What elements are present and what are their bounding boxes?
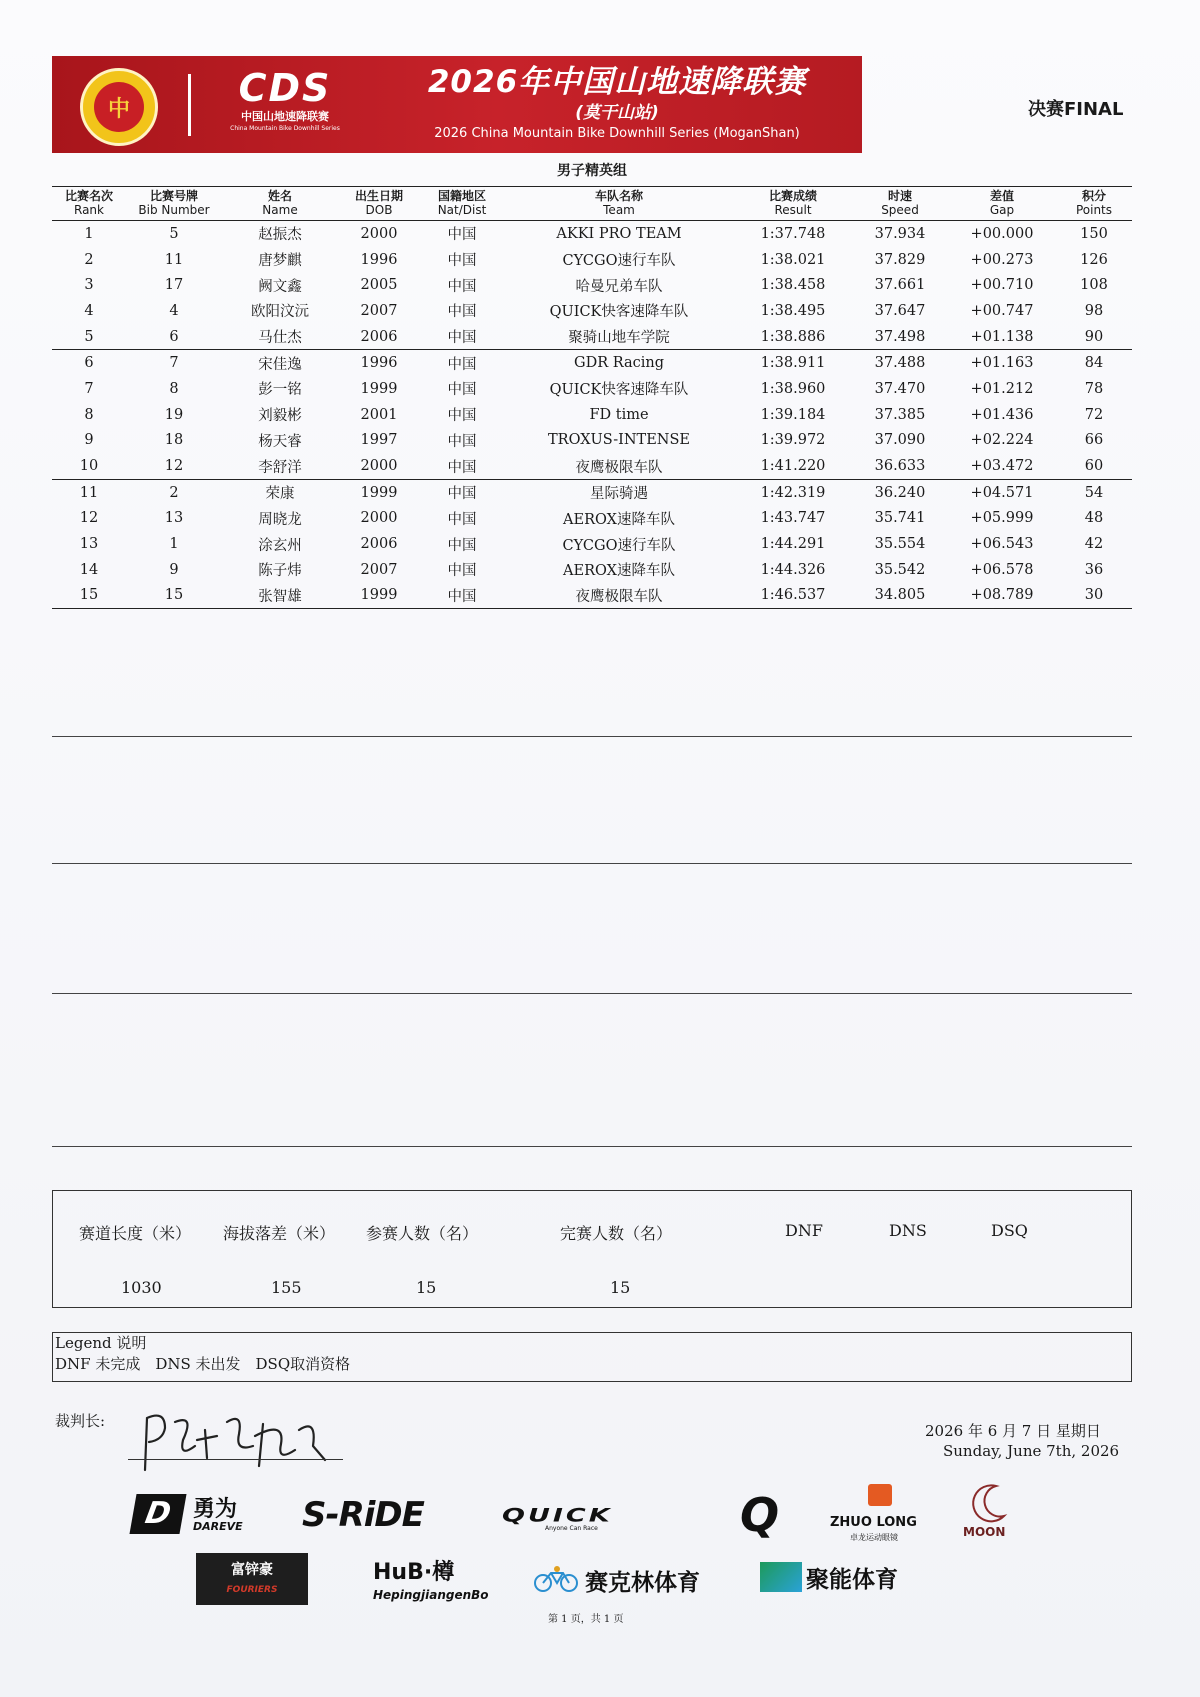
cell-name: 刘毅彬	[258, 408, 302, 425]
cell-nat: 中国	[447, 408, 477, 425]
table-row	[52, 506, 1132, 532]
dareve-logo-cn: 勇为	[193, 1497, 238, 1522]
juneng-logo-icon	[760, 1562, 802, 1592]
stage-label: 决赛FINAL	[1028, 99, 1124, 120]
cell-bib: 11	[164, 251, 184, 268]
cell-nat: 中国	[447, 459, 477, 476]
cell-dob: 1999	[338, 583, 420, 609]
q-logo-icon: Q	[740, 1488, 780, 1542]
cell-points: 150	[1080, 225, 1108, 242]
zhuolong-logo-icon	[868, 1484, 892, 1506]
cell-bib: 1	[169, 536, 179, 553]
cell-result: 1:42.319	[734, 479, 852, 505]
cell-speed: 34.805	[852, 583, 948, 609]
table-row	[52, 453, 1132, 479]
cell-rank: 11	[52, 479, 126, 505]
quick-tagline: Anyone Can Race	[545, 1525, 598, 1532]
blank-rule	[52, 1146, 1132, 1147]
cds-logo-en: China Mountain Bike Downhill Series	[230, 125, 340, 132]
cell-dob: 1999	[360, 380, 398, 397]
cell-rank: 14	[79, 561, 99, 578]
cell-dob: 1996	[360, 251, 398, 268]
cell-speed: 36.240	[852, 479, 948, 505]
cell-gap: +00.273	[970, 251, 1034, 268]
cell-team: AEROX速降车队	[563, 563, 675, 580]
table-row	[52, 479, 1132, 505]
cell-rank: 1	[84, 225, 94, 242]
cell-nat: 中国	[447, 563, 477, 580]
table-row	[52, 531, 1132, 557]
bicycle-icon	[533, 1565, 579, 1593]
stat-label-dnf: DNF	[785, 1221, 823, 1240]
cell-result: 1:38.911	[734, 350, 852, 376]
cell-bib: 17	[164, 277, 184, 294]
cell-dob: 2005	[360, 277, 398, 294]
zhuolong-logo-cn: 卓龙运动眼镜	[850, 1533, 898, 1542]
moon-logo-icon	[970, 1482, 1010, 1526]
cell-points: 78	[1084, 380, 1104, 397]
table-row	[52, 428, 1132, 454]
hub-logo: HuB·樽	[373, 1560, 455, 1585]
cell-gap: +00.710	[970, 277, 1034, 294]
cell-team: QUICK快客速降车队	[549, 382, 689, 399]
event-title-cn: 2026年中国山地速降联赛	[427, 64, 807, 100]
juneng-logo: 聚能体育	[806, 1567, 898, 1593]
signature-line	[128, 1459, 343, 1460]
cell-dob: 2006	[360, 328, 398, 345]
cell-points: 42	[1084, 536, 1104, 553]
cell-rank: 5	[84, 328, 94, 345]
cell-dob: 2000	[360, 225, 398, 242]
cell-rank: 10	[79, 458, 99, 475]
cell-speed: 35.542	[874, 561, 926, 578]
cell-gap: +04.571	[948, 479, 1056, 505]
zhuolong-logo-en: ZHUO LONG	[830, 1515, 917, 1530]
cell-nat: 中国	[447, 537, 477, 554]
cell-speed: 37.488	[852, 350, 948, 376]
dareve-logo-icon: D	[129, 1494, 186, 1534]
stat-label-dns: DNS	[889, 1221, 927, 1240]
cell-points: 36	[1084, 561, 1104, 578]
cell-gap: +08.789	[948, 583, 1056, 609]
cell-speed: 37.829	[874, 251, 926, 268]
cell-speed: 35.741	[874, 510, 926, 527]
blank-rule	[52, 863, 1132, 864]
cell-nat: 中国	[447, 330, 477, 347]
cell-name: 涂玄州	[258, 537, 302, 554]
cell-bib: 15	[126, 583, 222, 609]
results-table	[52, 186, 1132, 609]
cell-result: 1:39.972	[760, 432, 826, 449]
cell-team: 夜鹰极限车队	[575, 459, 663, 476]
cell-dob: 1999	[338, 479, 420, 505]
table-row	[52, 324, 1132, 350]
cell-name: 彭一铭	[258, 382, 302, 399]
stat-value-starters: 15	[416, 1278, 437, 1297]
cell-bib: 5	[169, 225, 179, 242]
cell-speed: 35.554	[874, 536, 926, 553]
table-row	[52, 298, 1132, 324]
cell-dob: 2000	[360, 510, 398, 527]
cell-name: 杨天睿	[258, 433, 302, 450]
cds-logo	[210, 66, 360, 146]
cell-rank: 2	[84, 251, 94, 268]
cell-team: 哈曼兄弟车队	[575, 278, 663, 295]
sride-logo: S-RiDE	[302, 1495, 424, 1535]
cell-points: 48	[1084, 510, 1104, 527]
col-header-points: 积分 Points	[1056, 187, 1132, 221]
cell-rank: 7	[84, 380, 94, 397]
table-row	[52, 350, 1132, 376]
stat-label-elevation: 海拔落差（米）	[223, 1224, 336, 1243]
cell-team: 星际骑遇	[504, 479, 734, 505]
cell-result: 1:38.458	[760, 277, 826, 294]
stat-value-length: 1030	[121, 1278, 162, 1297]
page-number: 第 1 页，共 1 页	[548, 1614, 624, 1625]
cell-result: 1:43.747	[760, 510, 826, 527]
hub-logo-en: HepingjiangenBo	[373, 1588, 489, 1602]
cell-rank: 6	[52, 350, 126, 376]
cell-team: CYCGO速行车队	[562, 253, 676, 270]
cell-gap: +06.543	[970, 536, 1034, 553]
cell-points: 30	[1056, 583, 1132, 609]
cell-speed: 37.090	[874, 432, 926, 449]
cell-gap: +06.578	[970, 561, 1034, 578]
cell-dob: 1996	[338, 350, 420, 376]
cell-dob: 1997	[360, 432, 398, 449]
cell-points: 126	[1080, 251, 1108, 268]
cell-gap: +01.138	[970, 328, 1034, 345]
cell-result: 1:39.184	[760, 406, 826, 423]
col-header-bib: 比赛号牌 Bib Number	[126, 187, 222, 221]
cell-dob: 2006	[360, 536, 398, 553]
fouriers-logo: 富锌豪 FOURIERS	[196, 1553, 308, 1605]
cell-result: 1:38.021	[760, 251, 826, 268]
col-header-rank: 比赛名次 Rank	[52, 187, 126, 221]
blank-rule	[52, 993, 1132, 994]
cell-points: 66	[1084, 432, 1104, 449]
cell-result: 1:38.886	[760, 328, 826, 345]
legend-items: DNF 未完成 DNS 未出发 DSQ取消资格	[55, 1355, 351, 1373]
cell-gap: +03.472	[970, 458, 1034, 475]
col-header-team: 车队名称 Team	[504, 187, 734, 221]
cell-team: CYCGO速行车队	[562, 537, 676, 554]
cell-name: 宋佳逸	[222, 350, 338, 376]
stat-value-finishers: 15	[610, 1278, 631, 1297]
cell-nat: 中国	[420, 583, 504, 609]
cell-name: 赵振杰	[258, 227, 302, 244]
cell-rank: 12	[79, 510, 99, 527]
cell-bib: 4	[169, 302, 179, 319]
cell-dob: 2000	[360, 458, 398, 475]
cell-gap: +00.000	[970, 225, 1034, 242]
cell-gap: +02.224	[970, 432, 1034, 449]
cell-nat: 中国	[447, 253, 477, 270]
cell-speed: 36.633	[874, 458, 926, 475]
course-stats-box	[52, 1190, 1132, 1308]
cell-bib: 19	[164, 406, 184, 423]
stat-label-finishers: 完赛人数（名）	[560, 1224, 673, 1243]
cell-gap: +01.436	[970, 406, 1034, 423]
cell-result: 1:37.748	[760, 225, 826, 242]
cell-dob: 2001	[360, 406, 398, 423]
header-banner	[52, 56, 862, 153]
cell-points: 108	[1080, 277, 1108, 294]
cell-gap: +00.747	[970, 302, 1034, 319]
cell-rank: 13	[79, 536, 99, 553]
federation-emblem-icon: 中	[80, 68, 158, 146]
saikelin-logo: 赛克林体育	[585, 1570, 700, 1596]
cell-rank: 3	[84, 277, 94, 294]
cell-rank: 15	[52, 583, 126, 609]
cell-result: 1:41.220	[760, 458, 826, 475]
date-cn: 2026 年 6 月 7 日 星期日	[925, 1422, 1101, 1440]
col-header-nat: 国籍地区 Nat/Dist	[420, 187, 504, 221]
cell-points: 60	[1084, 458, 1104, 475]
col-header-result: 比赛成绩 Result	[734, 187, 852, 221]
cell-result: 1:38.960	[760, 380, 826, 397]
cell-points: 98	[1084, 302, 1104, 319]
cell-team: FD time	[589, 406, 649, 423]
table-row	[52, 557, 1132, 583]
cell-speed: 37.661	[874, 277, 926, 294]
cell-nat: 中国	[447, 227, 477, 244]
cds-logo-cn: 中国山地速降联赛	[241, 110, 329, 123]
cell-gap: +05.999	[970, 510, 1034, 527]
cell-bib: 7	[126, 350, 222, 376]
cell-nat: 中国	[447, 304, 477, 321]
cell-name: 荣康	[222, 479, 338, 505]
cell-name: 李舒洋	[258, 459, 302, 476]
cell-dob: 2007	[360, 561, 398, 578]
cell-speed: 37.647	[874, 302, 926, 319]
cell-speed: 37.498	[874, 328, 926, 345]
cell-points: 72	[1084, 406, 1104, 423]
cell-dob: 2007	[360, 302, 398, 319]
table-row	[52, 402, 1132, 428]
cell-team: GDR Racing	[504, 350, 734, 376]
legend-title: Legend 说明	[55, 1334, 147, 1352]
cell-team: 聚骑山地车学院	[568, 330, 670, 347]
cell-team: AKKI PRO TEAM	[556, 225, 682, 242]
cell-bib: 12	[164, 458, 184, 475]
cell-team: TROXUS-INTENSE	[547, 432, 690, 449]
cell-bib: 9	[169, 561, 179, 578]
table-row	[52, 247, 1132, 273]
cell-result: 1:46.537	[734, 583, 852, 609]
cell-bib: 13	[164, 510, 184, 527]
cell-gap: +01.163	[948, 350, 1056, 376]
cell-bib: 8	[169, 380, 179, 397]
cell-nat: 中国	[420, 479, 504, 505]
event-subtitle-cn: (莫干山站)	[575, 103, 659, 123]
cds-logo-mark: CDS	[238, 66, 332, 110]
col-header-speed: 时速 Speed	[852, 187, 948, 221]
cell-name: 陈子炜	[258, 563, 302, 580]
signature-image	[135, 1400, 345, 1480]
cell-nat: 中国	[420, 350, 504, 376]
col-header-gap: 差值 Gap	[948, 187, 1056, 221]
results-body	[52, 221, 1132, 609]
legend-box	[52, 1332, 1132, 1382]
cell-name: 唐梦麒	[258, 253, 302, 270]
cell-name: 马仕杰	[258, 330, 302, 347]
table-row	[52, 272, 1132, 298]
cell-team: QUICK快客速降车队	[549, 304, 689, 321]
cell-bib: 6	[169, 328, 179, 345]
cell-rank: 9	[84, 432, 94, 449]
cell-gap: +01.212	[970, 380, 1034, 397]
chief-judge-label: 裁判长:	[55, 1412, 106, 1430]
table-header-row	[52, 187, 1132, 221]
cell-rank: 8	[84, 406, 94, 423]
stat-value-elevation: 155	[271, 1278, 302, 1297]
stat-label-starters: 参赛人数（名）	[366, 1224, 479, 1243]
moon-logo: MOON	[963, 1525, 1006, 1539]
table-row	[52, 221, 1132, 247]
cell-speed: 37.934	[874, 225, 926, 242]
blank-rule	[52, 736, 1132, 737]
event-title-en: 2026 China Mountain Bike Downhill Series (MoganShan)	[434, 126, 800, 141]
cell-points: 90	[1084, 328, 1104, 345]
cell-nat: 中国	[447, 511, 477, 528]
event-title	[382, 62, 852, 144]
cell-speed: 37.385	[874, 406, 926, 423]
date-en: Sunday, June 7th, 2026	[943, 1442, 1120, 1460]
cell-points: 54	[1056, 479, 1132, 505]
col-header-dob: 出生日期 DOB	[338, 187, 420, 221]
banner-divider	[188, 74, 191, 136]
cell-name: 张智雄	[222, 583, 338, 609]
cell-name: 阙文鑫	[258, 278, 302, 295]
table-row	[52, 583, 1132, 609]
cell-nat: 中国	[447, 433, 477, 450]
cell-team: 夜鹰极限车队	[504, 583, 734, 609]
dareve-logo-en: DAREVE	[193, 1520, 243, 1533]
stat-label-dsq: DSQ	[991, 1221, 1028, 1240]
cell-result: 1:44.291	[760, 536, 826, 553]
cell-bib: 2	[126, 479, 222, 505]
cell-name: 欧阳汶沅	[251, 304, 309, 321]
cell-bib: 18	[164, 432, 184, 449]
quick-logo: QUICK	[502, 1504, 613, 1527]
cell-team: AEROX速降车队	[563, 511, 675, 528]
cell-points: 84	[1056, 350, 1132, 376]
category-label: 男子精英组	[557, 163, 627, 179]
cell-rank: 4	[84, 302, 94, 319]
col-header-name: 姓名 Name	[222, 187, 338, 221]
cell-speed: 37.470	[874, 380, 926, 397]
cell-result: 1:44.326	[760, 561, 826, 578]
cell-nat: 中国	[447, 278, 477, 295]
cell-result: 1:38.495	[760, 302, 826, 319]
table-row	[52, 376, 1132, 402]
stat-label-length: 赛道长度（米）	[79, 1224, 192, 1243]
cell-nat: 中国	[447, 382, 477, 399]
cell-name: 周晓龙	[258, 511, 302, 528]
